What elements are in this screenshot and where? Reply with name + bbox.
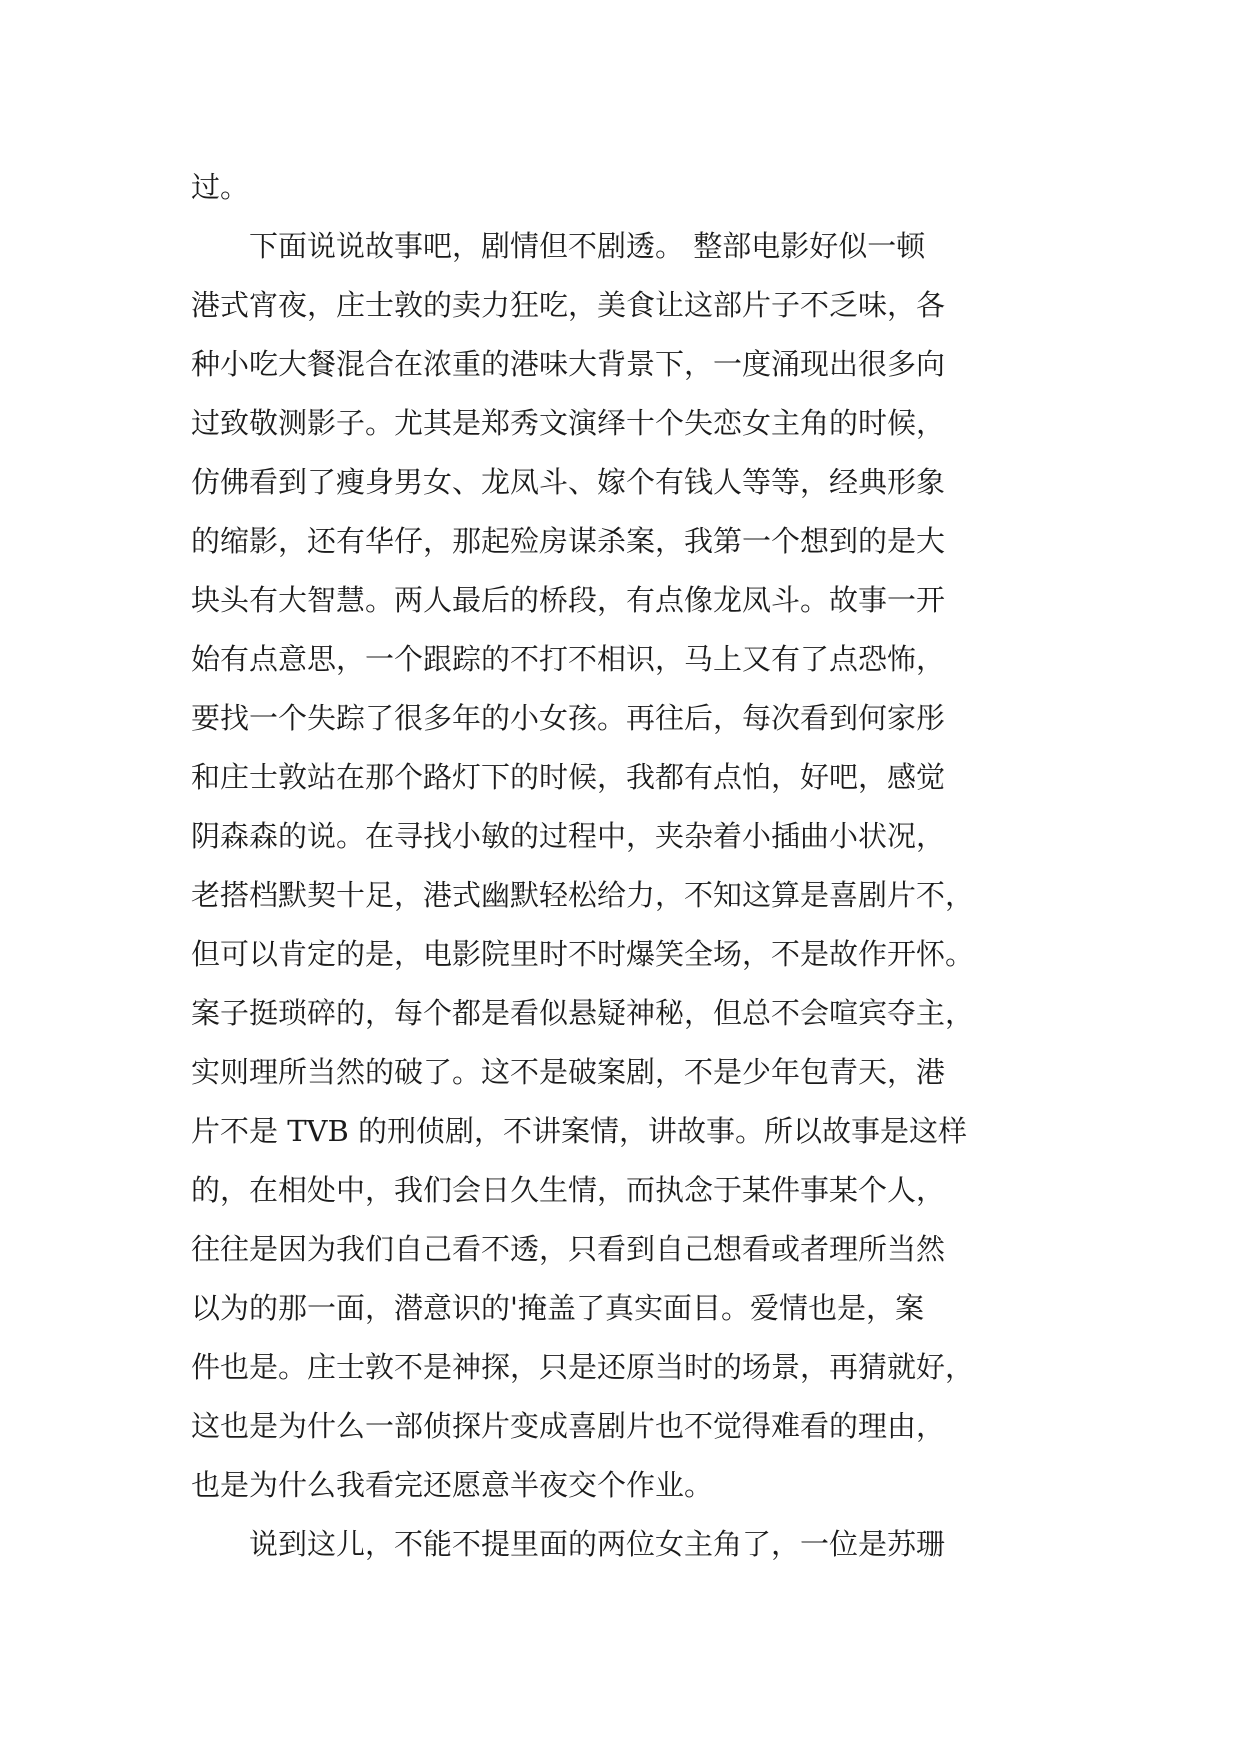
- text-line-3: 港式宵夜，庄士敦的卖力狂吃，美食让这部片子不乏味，各: [191, 288, 946, 322]
- text-line-23: 也是为什么我看完还愿意半夜交个作业。: [191, 1468, 714, 1502]
- text-line-16: 实则理所当然的破了。这不是破案剧，不是少年包青天，港: [191, 1055, 946, 1089]
- text-line-24: 说到这儿，不能不提里面的两位女主角了，一位是苏珊: [249, 1527, 946, 1561]
- text-line-22: 这也是为什么一部侦探片变成喜剧片也不觉得难看的理由，: [191, 1409, 946, 1443]
- text-line-6: 仿佛看到了瘦身男女、龙凤斗、嫁个有钱人等等，经典形象: [191, 465, 946, 499]
- text-line-2: 下面说说故事吧，剧情但不剧透。 整部电影好似一顿: [249, 229, 926, 263]
- text-line-15: 案子挺琐碎的，每个都是看似悬疑神秘，但总不会喧宾夺主，: [191, 996, 975, 1030]
- text-line-19: 往往是因为我们自己看不透，只看到自己想看或者理所当然: [191, 1232, 946, 1266]
- text-line-7: 的缩影，还有华仔，那起殓房谋杀案，我第一个想到的是大: [191, 524, 946, 558]
- text-line-11: 和庄士敦站在那个路灯下的时候，我都有点怕，好吧，感觉: [191, 760, 946, 794]
- text-line-21: 件也是。庄士敦不是神探，只是还原当时的场景，再猜就好，: [191, 1350, 975, 1384]
- text-line-14: 但可以肯定的是，电影院里时不时爆笑全场，不是故作开怀。: [191, 937, 975, 971]
- text-line-8: 块头有大智慧。两人最后的桥段，有点像龙凤斗。故事一开: [191, 583, 946, 617]
- text-line-12: 阴森森的说。在寻找小敏的过程中，夹杂着小插曲小状况，: [191, 819, 946, 853]
- text-line-20: 以为的那一面，潜意识的'掩盖了真实面目。爱情也是，案: [191, 1291, 924, 1325]
- text-line-13: 老搭档默契十足，港式幽默轻松给力，不知这算是喜剧片不，: [191, 878, 975, 912]
- text-line-17: 片不是 TVB 的刑侦剧，不讲案情，讲故事。所以故事是这样: [191, 1114, 968, 1148]
- text-line-1: 过。: [191, 170, 250, 204]
- text-line-5: 过致敬测影子。尤其是郑秀文演绎十个失恋女主角的时候，: [191, 406, 946, 440]
- article-body: [191, 158, 1049, 1574]
- text-line-9: 始有点意思，一个跟踪的不打不相识，马上又有了点恐怖，: [191, 642, 946, 676]
- text-line-4: 种小吃大餐混合在浓重的港味大背景下，一度涌现出很多向: [191, 347, 946, 381]
- text-line-10: 要找一个失踪了很多年的小女孩。再往后，每次看到何家彤: [191, 701, 946, 735]
- text-line-18: 的，在相处中，我们会日久生情，而执念于某件事某个人，: [191, 1173, 946, 1207]
